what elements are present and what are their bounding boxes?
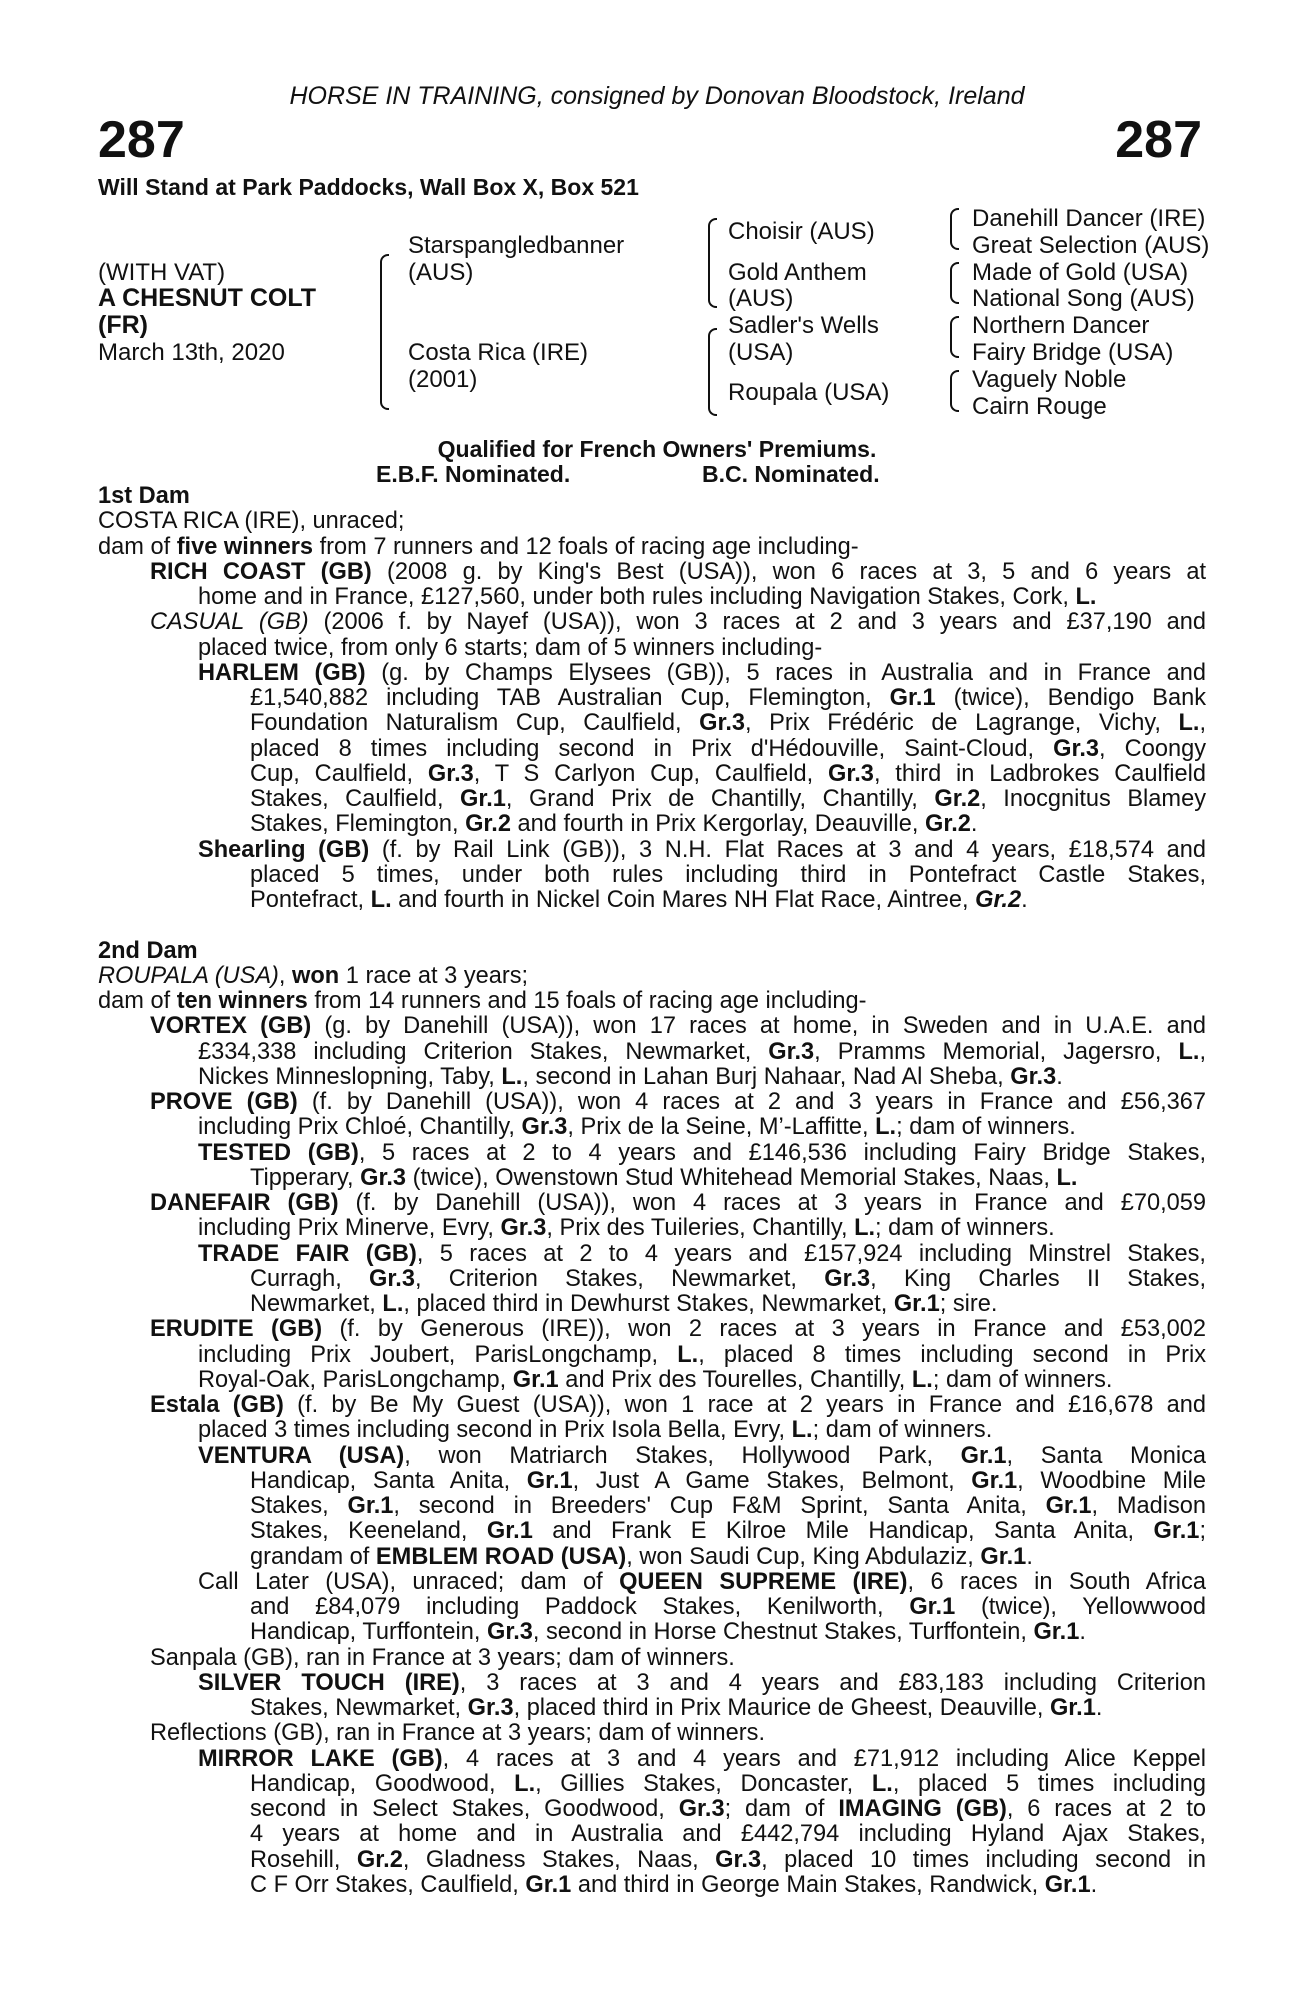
horse-country: (FR) bbox=[98, 311, 148, 339]
first-dam-line: Shearling (GB) (f. by Rail Link (GB)), 3 N.H. Flat Races at 3 and 4 years, £18,574 and bbox=[198, 837, 1206, 863]
second-dam-line: Rosehill, Gr.2, Gladness Stakes, Naas, Gr.3, placed 10 times including second in bbox=[250, 1847, 1206, 1873]
second-dam-line: C F Orr Stakes, Caulfield, Gr.1 and third in George Main Stakes, Randwick, Gr.1. bbox=[250, 1871, 1098, 1898]
second-dam-line: ROUPALA (USA), won 1 race at 3 years; bbox=[98, 962, 529, 989]
qualification-line: Qualified for French Owners' Premiums. bbox=[437, 436, 877, 462]
second-dam-line: dam of ten winners from 14 runners and 15 foals of racing age including- bbox=[98, 988, 867, 1014]
first-dam-line: Stakes, Flemington, Gr.2 and fourth in Prix Kergorlay, Deauville, Gr.2. bbox=[250, 811, 978, 838]
second-dam-line: Stakes, Keeneland, Gr.1 and Frank E Kilroe Mile Handicap, Santa Anita, Gr.1; bbox=[250, 1519, 1206, 1545]
produce-record bbox=[98, 484, 1206, 1898]
second-dam-line: TRADE FAIR (GB), 5 races at 2 to 4 years and £157,924 including Minstrel Stakes, bbox=[198, 1241, 1206, 1267]
second-dam-line: DANEFAIR (GB) (f. by Danehill (USA)), won 4 races at 3 years in France and £70,059 bbox=[150, 1191, 1206, 1216]
second-dam-line: VENTURA (USA), won Matriarch Stakes, Hollywood Park, Gr.1, Santa Monica bbox=[198, 1443, 1206, 1469]
second-dam-line: including Prix Chloé, Chantilly, Gr.3, Prix de la Seine, M’-Laffitte, L.; dam of winners. bbox=[198, 1114, 1076, 1141]
second-dam-line: Stakes, Newmarket, Gr.3, placed third in Prix Maurice de Gheest, Deauville, Gr.1. bbox=[250, 1695, 1103, 1721]
sire-dam-country: (AUS) bbox=[728, 285, 794, 312]
second-dam-line: VORTEX (GB) (g. by Danehill (USA)), won 17 races at home, in Sweden and in U.A.E. and bbox=[150, 1014, 1206, 1040]
second-dam-line: SILVER TOUCH (IRE), 3 races at 3 and 4 years and £83,183 including Criterion bbox=[198, 1670, 1206, 1696]
second-dam-line: TESTED (GB), 5 races at 2 to 4 years and £146,536 including Fairy Bridge Stakes, bbox=[198, 1140, 1206, 1166]
first-dam-line: CASUAL (GB) (2006 f. by Nayef (USA)), won 3 races at 2 and 3 years and £37,190 and bbox=[150, 610, 1206, 636]
pedigree-brace-2a bbox=[708, 218, 717, 308]
first-dam-line: £1,540,882 including TAB Australian Cup, Flemington, Gr.1 (twice), Bendigo Bank bbox=[250, 686, 1206, 711]
second-dam-line: Call Later (USA), unraced; dam of QUEEN SUPREME (IRE), 6 races in South Africa bbox=[198, 1569, 1206, 1595]
second-dam-line: Newmarket, L., placed third in Dewhurst Stakes, Newmarket, Gr.1; sire. bbox=[250, 1291, 998, 1317]
first-dam-line: HARLEM (GB) (g. by Champs Elysees (GB)), 5 races in Australia and in France and bbox=[198, 660, 1206, 686]
dam-dam: Roupala (USA) bbox=[728, 379, 890, 406]
sire-name: Starspangledbanner bbox=[408, 232, 625, 259]
pedigree-brace-2b bbox=[708, 328, 717, 416]
second-dam-line: grandam of EMBLEM ROAD (USA), won Saudi Cup, King Abdulaziz, Gr.1. bbox=[250, 1543, 1033, 1570]
pedigree-gg-3: Made of Gold (USA) bbox=[972, 259, 1189, 286]
second-dam-line: £334,338 including Criterion Stakes, Newmarket, Gr.3, Pramms Memorial, Jagersro, L., bbox=[198, 1039, 1206, 1065]
lot-number-left: 287 bbox=[98, 111, 185, 169]
dam-sire-country: (USA) bbox=[728, 339, 794, 366]
second-dam-line: MIRROR LAKE (GB), 4 races at 3 and 4 years and £71,912 including Alice Keppel bbox=[198, 1746, 1206, 1772]
first-dam-heading: 1st Dam bbox=[98, 483, 190, 509]
sale-header-title: HORSE IN TRAINING, consigned by Donovan Bloodstock, Ireland bbox=[289, 82, 1025, 110]
pedigree-gg-4: National Song (AUS) bbox=[972, 285, 1195, 312]
second-dam-line: Handicap, Santa Anita, Gr.1, Just A Game Stakes, Belmont, Gr.1, Woodbine Mile bbox=[250, 1468, 1206, 1494]
second-dam-line: Tipperary, Gr.3 (twice), Owenstown Stud Whitehead Memorial Stakes, Naas, L. bbox=[250, 1164, 1078, 1191]
first-dam-line: home and in France, £127,560, under both rules including Navigation Stakes, Cork, L. bbox=[198, 584, 1097, 610]
second-dam-line: Estala (GB) (f. by Be My Guest (USA)), won 1 race at 2 years in France and £16,678 and bbox=[150, 1393, 1206, 1418]
second-dam-line: Sanpala (GB), ran in France at 3 years; dam of winners. bbox=[150, 1644, 735, 1671]
second-dam-line: Curragh, Gr.3, Criterion Stakes, Newmarket, Gr.3, King Charles II Stakes, bbox=[250, 1266, 1206, 1292]
second-dam-line: including Prix Joubert, ParisLongchamp, L., placed 8 times including second in Prix bbox=[198, 1342, 1206, 1368]
pedigree-brace-1 bbox=[380, 254, 389, 410]
second-dam-line: 4 years at home and in Australia and £442,794 including Hyland Ajax Stakes, bbox=[250, 1822, 1206, 1848]
pedigree-gg-5: Northern Dancer bbox=[972, 312, 1150, 339]
pedigree-gg-8: Cairn Rouge bbox=[972, 393, 1107, 420]
lot-number-right: 287 bbox=[1115, 111, 1202, 169]
pedigree-brace-3a bbox=[950, 208, 959, 250]
sire-sire: Choisir (AUS) bbox=[728, 218, 875, 245]
sire-dam-name: Gold Anthem bbox=[728, 259, 867, 286]
stand-location: Will Stand at Park Paddocks, Wall Box X, Box 521 bbox=[98, 174, 639, 200]
second-dam-line: and £84,079 including Paddock Stakes, Kenilworth, Gr.1 (twice), Yellowwood bbox=[250, 1595, 1206, 1620]
second-dam-line: Reflections (GB), ran in France at 3 years; dam of winners. bbox=[150, 1720, 765, 1747]
first-dam-line: Foundation Naturalism Cup, Caulfield, Gr.3, Prix Frédéric de Lagrange, Vichy, L., bbox=[250, 711, 1206, 737]
first-dam-line: placed 5 times, under both rules including third in Pontefract Castle Stakes, bbox=[250, 862, 1206, 888]
pedigree-brace-3b bbox=[950, 262, 959, 304]
second-dam-line: placed 3 times including second in Prix Isola Bella, Evry, L.; dam of winners. bbox=[198, 1417, 993, 1444]
first-dam-line: Pontefract, L. and fourth in Nickel Coin Mares NH Flat Race, Aintree, Gr.2. bbox=[250, 887, 1028, 913]
second-dam-line: Handicap, Goodwood, L., Gillies Stakes, Doncaster, L., placed 5 times including bbox=[250, 1771, 1206, 1797]
first-dam-line: placed 8 times including second in Prix d'Hédouville, Saint-Cloud, Gr.3, Coongy bbox=[250, 736, 1206, 762]
second-dam-line: PROVE (GB) (f. by Danehill (USA)), won 4 races at 2 and 3 years in France and £56,367 bbox=[150, 1090, 1206, 1115]
second-dam-line: second in Select Stakes, Goodwood, Gr.3; dam of IMAGING (GB), 6 races at 2 to bbox=[250, 1797, 1206, 1822]
first-dam-line: Cup, Caulfield, Gr.3, T S Carlyon Cup, Caulfield, Gr.3, third in Ladbrokes Caulfield bbox=[250, 761, 1206, 787]
pedigree-gg-1: Danehill Dancer (IRE) bbox=[972, 205, 1206, 232]
first-dam-line: dam of five winners from 7 runners and 12 foals of racing age including- bbox=[98, 533, 859, 560]
ebf-nominated: E.B.F. Nominated. bbox=[376, 461, 571, 487]
second-dam-line: Stakes, Gr.1, second in Breeders' Cup F&M Sprint, Santa Anita, Gr.1, Madison bbox=[250, 1494, 1206, 1519]
pedigree-brace-3c bbox=[950, 316, 959, 358]
first-dam-line: placed twice, from only 6 starts; dam of 5 winners including- bbox=[198, 634, 823, 661]
first-dam-line: Stakes, Caulfield, Gr.1, Grand Prix de Chantilly, Chantilly, Gr.2, Inocgnitus Blamey bbox=[250, 787, 1206, 812]
bc-nominated: B.C. Nominated. bbox=[702, 461, 880, 487]
dam-name: Costa Rica (IRE) bbox=[408, 339, 589, 366]
horse-dob: March 13th, 2020 bbox=[98, 339, 285, 366]
first-dam-line: COSTA RICA (IRE), unraced; bbox=[98, 508, 405, 535]
second-dam-line: including Prix Minerve, Evry, Gr.3, Prix des Tuileries, Chantilly, L.; dam of winners. bbox=[198, 1215, 1055, 1242]
pedigree-brace-3d bbox=[950, 370, 959, 412]
vat-note: (WITH VAT) bbox=[98, 259, 226, 286]
second-dam-line: Nickes Minneslopning, Taby, L., second in Lahan Burj Nahaar, Nad Al Sheba, Gr.3. bbox=[198, 1063, 1063, 1090]
pedigree-gg-6: Fairy Bridge (USA) bbox=[972, 339, 1174, 366]
pedigree-gg-2: Great Selection (AUS) bbox=[972, 232, 1210, 259]
second-dam-heading: 2nd Dam bbox=[98, 937, 198, 964]
dam-year: (2001) bbox=[408, 366, 478, 393]
second-dam-line: ERUDITE (GB) (f. by Generous (IRE)), won 2 races at 3 years in France and £53,002 bbox=[150, 1317, 1206, 1343]
second-dam-line: Handicap, Turffontein, Gr.3, second in Horse Chestnut Stakes, Turffontein, Gr.1. bbox=[250, 1619, 1086, 1646]
horse-name: A CHESNUT COLT bbox=[98, 284, 317, 312]
sire-country: (AUS) bbox=[408, 259, 474, 286]
pedigree-gg-7: Vaguely Noble bbox=[972, 366, 1127, 393]
second-dam-line: Royal-Oak, ParisLongchamp, Gr.1 and Prix des Tourelles, Chantilly, L.; dam of winners. bbox=[198, 1366, 1113, 1393]
first-dam-line: RICH COAST (GB) (2008 g. by King's Best (USA)), won 6 races at 3, 5 and 6 years at bbox=[150, 559, 1206, 585]
dam-sire-name: Sadler's Wells bbox=[728, 312, 879, 339]
